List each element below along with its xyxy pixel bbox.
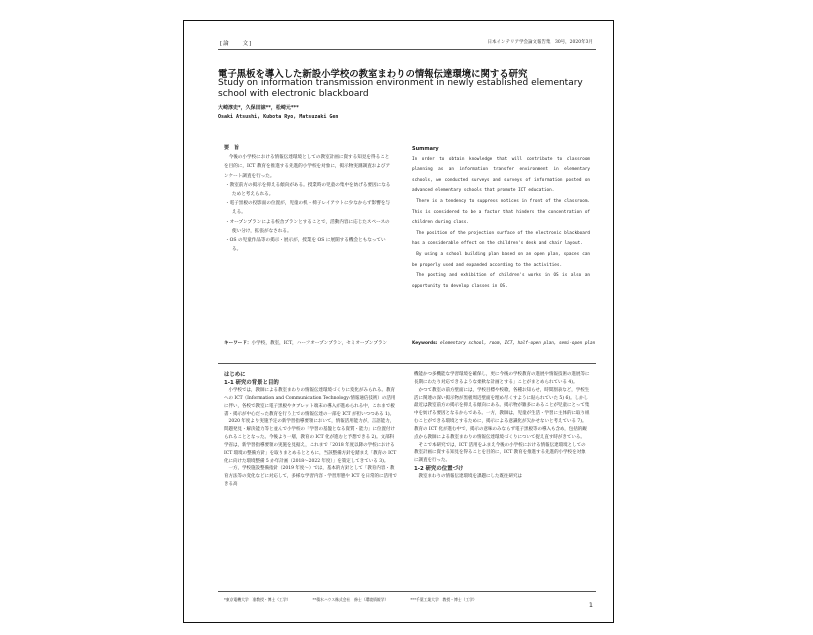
abstract-bullet: ・教室前方の掲示を抑える傾向がある。授業時の児童の集中を妨げる要因になるためと考えられる。 (225, 182, 391, 198)
keywords-value: elementary school, room, ICT, half-open plan, semi-open plan (439, 341, 596, 346)
body-right-column (414, 371, 590, 481)
title-japanese: 電子黒板を導入した新設小学校の教室まわりの情報伝達環境に関する研究 (218, 69, 528, 80)
body-paragraph: 教室まわりの情報伝達環境を課題にした既往研究は (418, 474, 522, 480)
paper-page (183, 20, 614, 623)
footnote: ***千葉工業大学 教授・博士（工学） (410, 597, 477, 602)
section-rule (218, 363, 596, 364)
body-paragraph: かつて教室の前方壁面には，学校目標や校歌，各種お知らせ，時間割表など，学校生活に関連の深い掲示物が黒板周辺壁面を埋め尽くすように貼られていた 5) 6)。しかし最近は教室前方の掲示を抑える傾向にある。掲示物が雑多にあることが児童にとって集中を妨げる要因となるからである。一方，教師は，児童が生活・学習に主体的に取り組むことができる環境とするために，掲示による意識化が欠かせないと考えている 7)。教育の ICT 化が進む中で，掲示の意味のみならず電子黒板等の導入も含め，包括的観点から教師による教室まわりの情報伝達環境づくりについて捉え直す時がきている。 (414, 387, 590, 440)
section-heading: 1-2 研究の位置づけ (414, 466, 464, 473)
abstract-bullet: ・オープンプランによる校舎プランとすることで，活動内容に応じたスペースの使い分け，拡張がなされる。 (225, 219, 390, 234)
section-heading: 1-1 研究の背景と目的 (224, 380, 279, 386)
summary-paragraph: In order to obtain knowledge that will contribute to classroom planning as an information transfer environment in elementary schools, we conducted surveys and surveys of information posted on advanced elementary schools that promote ICT education. (412, 156, 590, 194)
authors-japanese: 大崎淳史*，久保田諒**，松崎元*** (218, 105, 299, 111)
body-paragraph: 機能かつ多機能な学習環境を確保し，更に今後の学校教育の進展や情報技術の進展等に長期にわたり対応できるような柔軟な計画とする」ことがまとめられている 4)。 (414, 372, 590, 385)
footnote-rule (218, 591, 596, 592)
body-paragraph: そこで本研究では，ICT 活用をふまえ今後の小学校における情報伝達環境としての教室計画に資する知見を得ることを目的に，ICT 教育を推進する先進的小学校を対象に調査を行った。 (414, 442, 586, 464)
footnote: *東京電機大学 准教授・博士（工学） (224, 597, 291, 602)
footnote: **積水ハウス株式会社 修士（環境情報学） (312, 597, 389, 602)
body-paragraph: 小学校では，教師による教室まわりの情報伝達環境づくりに変化がみられる。教育への ICT（Information and Communication Technology:情報通信技術）の活用に伴い，各校で教室に電子黒板やタブレット端末の導入が進められる中，これまで板書・掲示が中心だった教育を行う上での情報伝達の一部を ICT が担いつつある 1)。 (224, 388, 396, 417)
abstract-japanese (224, 144, 392, 254)
summary-english (412, 144, 590, 292)
abstract-bullet: ・OS の児童作品等の掲示・展示が，授業を OS に展開する機会ともなっている。 (225, 238, 386, 253)
body-paragraph: 2020 年度より実施予定の新学習指導要領において，情報活用能力が，言語能力，問題発見・解決能力等と並んで小学校の「学習の基盤となる資質・能力」に位置付けられることとなった。今後より一層，教育の ICT 化が進むと予想できる 2)。文部科学省は，新学習指導要領の実施を見据え，これまで「2018 年度以降の学校における ICT 環境の整備方針」を取りまとめるとともに，当該整備方針を踏まえ「教育の ICT 化に向けた環境整備 5 か年計画（2018～2022 年度）」を策定してきている 3)。 (224, 419, 397, 464)
body-left-column (224, 371, 398, 489)
keywords-label: キーワード： (224, 341, 252, 346)
body-paragraph: 一方，学校施設整備指針（2019 年度～）では，基本的方針として「教育内容・教育方法等の変化などに対応して，多様な学習内容・学習形態や ICT を日常的に活用できる高 (224, 466, 397, 488)
summary-heading: Summary (412, 146, 439, 152)
summary-paragraph: By using a school building plan based on an open plan, spaces can be properly used and expanded according to the activities. (412, 251, 590, 268)
page-number: 1 (588, 601, 593, 609)
keywords-english (412, 339, 597, 348)
abstract-intro: 今後の小学校における情報伝達環境としての教室計画に資する知見を得ることを目的に，ICT 教育を推進する先進的小学校を対象に，掲示物実測調査およびアンケート調査を行った。 (224, 155, 391, 179)
summary-paragraph: The position of the projection surface of the electronic blackboard has a considerable effect on the children's desk and chair layout. (412, 230, 590, 247)
keywords-japanese (224, 339, 404, 348)
summary-paragraph: There is a tendency to suppress notices in front of the classroom. This is considered to be a factor that hinders the concentration of children during class. (412, 198, 590, 226)
intro-heading: はじめに (224, 372, 246, 378)
keywords-label: Keywords: (412, 341, 438, 346)
abstract-heading: 要 旨 (224, 145, 240, 151)
abstract-bullet: ・電子黒板の投影面の位置が，児童の机・椅子レイアウトに少なからず影響を与える。 (225, 201, 391, 216)
authors-english: Osaki Atsushi, Kubota Ryo, Matsuzaki Gen (218, 114, 339, 120)
article-category: [論 文] (220, 41, 253, 47)
journal-info: 日本インテリア学会論文報告集 30号，2020年3月 (487, 40, 593, 45)
footnotes (224, 597, 594, 603)
title-english: Study on information transmission environment in newly established elementary school with electronic blackboard (218, 78, 583, 99)
summary-paragraph: The posting and exhibition of children's works in OS is also an opportunity to develop classes in OS. (412, 273, 590, 289)
keywords-value: 小学校，教室，ICT，ハーフオープンプラン，セミオープンプラン (251, 341, 388, 346)
header-rule (218, 49, 596, 50)
